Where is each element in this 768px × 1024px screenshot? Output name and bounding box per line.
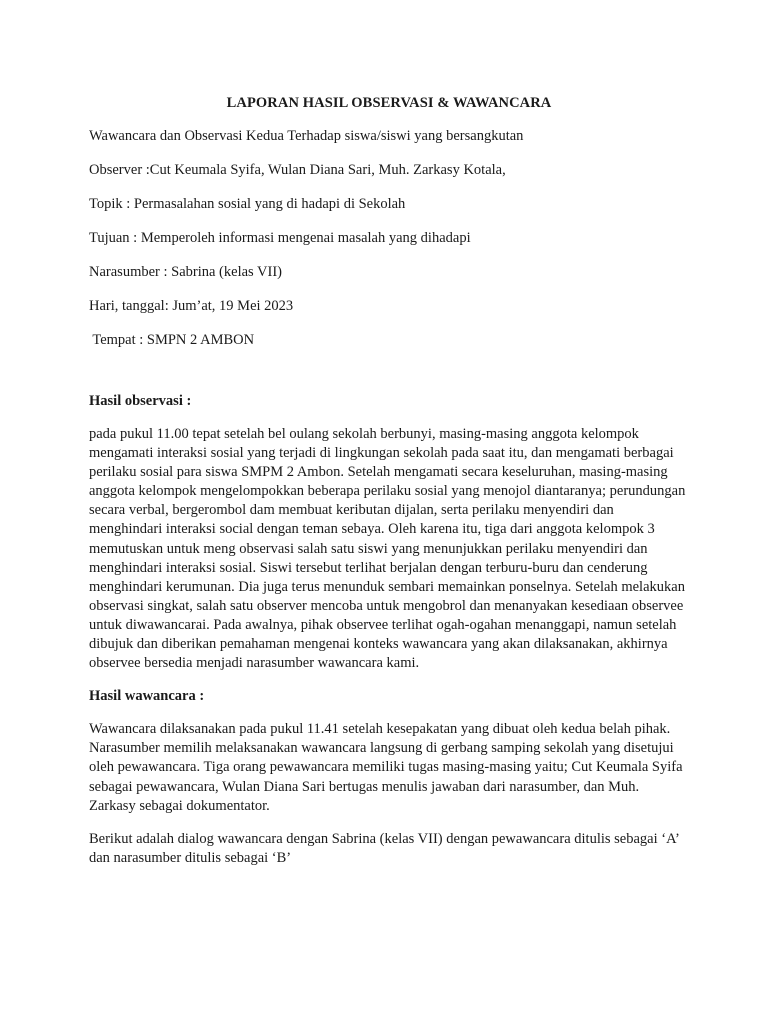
- intro-line: Wawancara dan Observasi Kedua Terhadap siswa/siswi yang bersangkutan: [89, 128, 524, 144]
- interview-paragraph-2: Berikut adalah dialog wawancara dengan Sabrina (kelas VII) dengan pewawancara ditulis sebagai ‘A’ dan narasumber ditulis sebagai ‘B’: [89, 830, 679, 866]
- source-line: Narasumber : Sabrina (kelas VII): [89, 264, 282, 280]
- document-content: [89, 94, 689, 882]
- observer-line: Observer :Cut Keumala Syifa, Wulan Diana Sari, Muh. Zarkasy Kotala,: [89, 162, 506, 178]
- interview-heading: Hasil wawancara :: [89, 688, 205, 705]
- date-line: Hari, tanggal: Jum’at, 19 Mei 2023: [89, 298, 294, 314]
- purpose-line: Tujuan : Memperoleh informasi mengenai masalah yang dihadapi: [89, 230, 471, 246]
- document-title: LAPORAN HASIL OBSERVASI & WAWANCARA: [226, 95, 552, 111]
- topic-line: Topik : Permasalahan sosial yang di hadapi di Sekolah: [89, 196, 406, 212]
- section-spacer: [89, 365, 689, 392]
- observation-heading: Hasil observasi :: [89, 393, 192, 409]
- interview-paragraph-1: Wawancara dilaksanakan pada pukul 11.41 setelah kesepakatan yang dibuat oleh kedua belah pihak. Narasumber memilih melaksanakan wawancara langsung di gerbang samping sekolah yang disetujui oleh pewawancara. Tiga orang pewawancara memiliki tugas masing-masing yaitu; Cut Keumala Syifa sebagai pewawancara, Wulan Diana Sari bertugas menulis jawaban dari narasumber, dan Muh. Zarkasy sebagai dokumentator.: [89, 721, 683, 814]
- place-line: Tempat : SMPN 2 AMBON: [89, 332, 255, 348]
- observation-paragraph: pada pukul 11.00 tepat setelah bel oulang sekolah berbunyi, masing-masing anggota kelompok mengamati interaksi sosial yang terjadi di lingkungan sekolah pada saat itu, dan mengamati berbagai perilaku sosial para siswa SMPM 2 Ambon. Setelah mengamati secara keseluruhan, masing-masing anggota kelompok mengelompokkan beberapa perilaku sosial yang menojol diantaranya; perundungan secara verbal, bergerombol dam membuat keributan dijalan, serta perilaku menyendiri dan menghindari interaksi social dengan teman sebaya. Oleh karena itu, tiga dari anggota kelompok 3 memutuskan untuk meng observasi salah satu siswi yang menunjukkan perilaku menyendiri dan menghindari interaksi sosial. Siswi tersebut terlihat berjalan dengan terburu-buru dan cenderung menghindari kerumunan. Dia juga terus menunduk sembari memainkan ponselnya. Setelah melakukan observasi singkat, salah satu observer mencoba untuk mengobrol dan menanyakan kesediaan observee untuk diwawancarai. Pada awalnya, pihak observee terlihat ogah-ogahan menanggapi, namun setelah dibujuk dan diberikan pemahaman mengenai konteks wawancara yang akan dilaksanakan, akhirnya observee bersedia menjadi narasumber wawancara kami.: [89, 426, 686, 672]
